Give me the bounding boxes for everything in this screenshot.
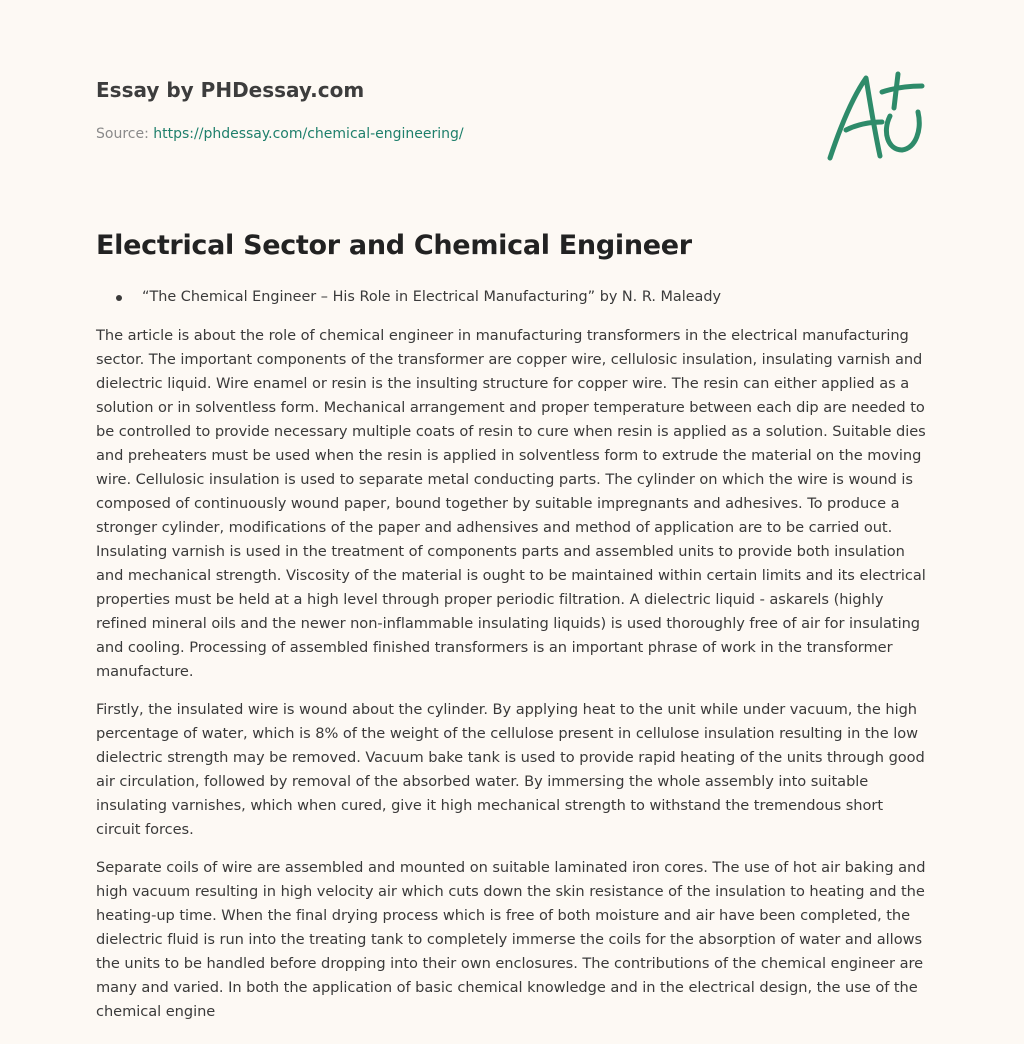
paragraph: Firstly, the insulated wire is wound about the cylinder. By applying heat to the unit while under vacuum, the high percentage of water, which is 8% of the weight of the cellulose present in cellulose insulation resulting in the low dielectric strength may be removed. Vacuum bake tank is used to provide rapid heating of the units through good air circulation, followed by removal of the absorbed water. By immersing the whole assembly into suitable insulating varnishes, which when cured, give it high mechanical strength to withstand the tremendous short circuit forces.	[96, 701, 925, 838]
paragraph: The article is about the role of chemical engineer in manufacturing transformers in the electrical manufacturing sector. The important components of the transformer are copper wire, cellulosic insulation, insulating varnish and dielectric liquid. Wire enamel or resin is the insulting structure for copper wire. The resin can either applied as a solution or in solventless form. Mechanical arrangement and proper temperature between each dip are needed to be controlled to provide necessary multiple coats of resin to cure when resin is applied as a solution. Suitable dies and preheaters must be used when the resin is applied in solventless form to extrude the material on the moving wire. Cellulosic insulation is used to separate metal conducting parts. The cylinder on which the wire is wound is composed of continuously wound paper, bound together by suitable impregnants and adhesives. To produce a stronger cylinder, modifications of the paper and adhensives and method of application are to be carried out. Insulating varnish is used in the treatment of components parts and assembled units to provide both insulation and mechanical strength. Viscosity of the material is ought to be maintained within certain limits and its electrical properties must be held at a high level through proper periodic filtration. A dielectric liquid - askarels (highly refined mineral oils and the newer non-inflammable insulating liquids) is used thoroughly free of air for insulating and cooling. Processing of assembled finished transformers is an important phrase of work in the transformer manufacture.	[96, 327, 926, 680]
reference-item	[96, 286, 721, 308]
site-title: Essay by PHDessay.com	[96, 78, 365, 102]
paragraph: Separate coils of wire are assembled and mounted on suitable laminated iron cores. The use of hot air baking and high vacuum resulting in high velocity air which cuts down the skin resistance of the insulation to heating and the heating-up time. When the final drying process which is free of both moisture and air have been completed, the dielectric fluid is run into the treating tank to completely immerse the coils for the absorption of water and allows the units to be handled before dropping into their own enclosures. The contributions of the chemical engineer are many and varied. In both the application of basic chemical knowledge and in the electrical design, the use of the chemical engine	[96, 859, 926, 1020]
source-line	[96, 124, 796, 144]
bullet-icon	[116, 295, 122, 301]
reference-list	[96, 286, 721, 308]
a-plus-grade-icon	[822, 66, 932, 166]
article-title: Electrical Sector and Chemical Engineer	[96, 230, 692, 261]
page-header	[96, 76, 796, 144]
reference-text: “The Chemical Engineer – His Role in Electrical Manufacturing” by N. R. Maleady	[142, 289, 722, 305]
source-label: Source:	[96, 126, 149, 142]
article-body	[96, 324, 932, 1038]
source-link[interactable]: https://phdessay.com/chemical-engineering/	[153, 126, 464, 142]
